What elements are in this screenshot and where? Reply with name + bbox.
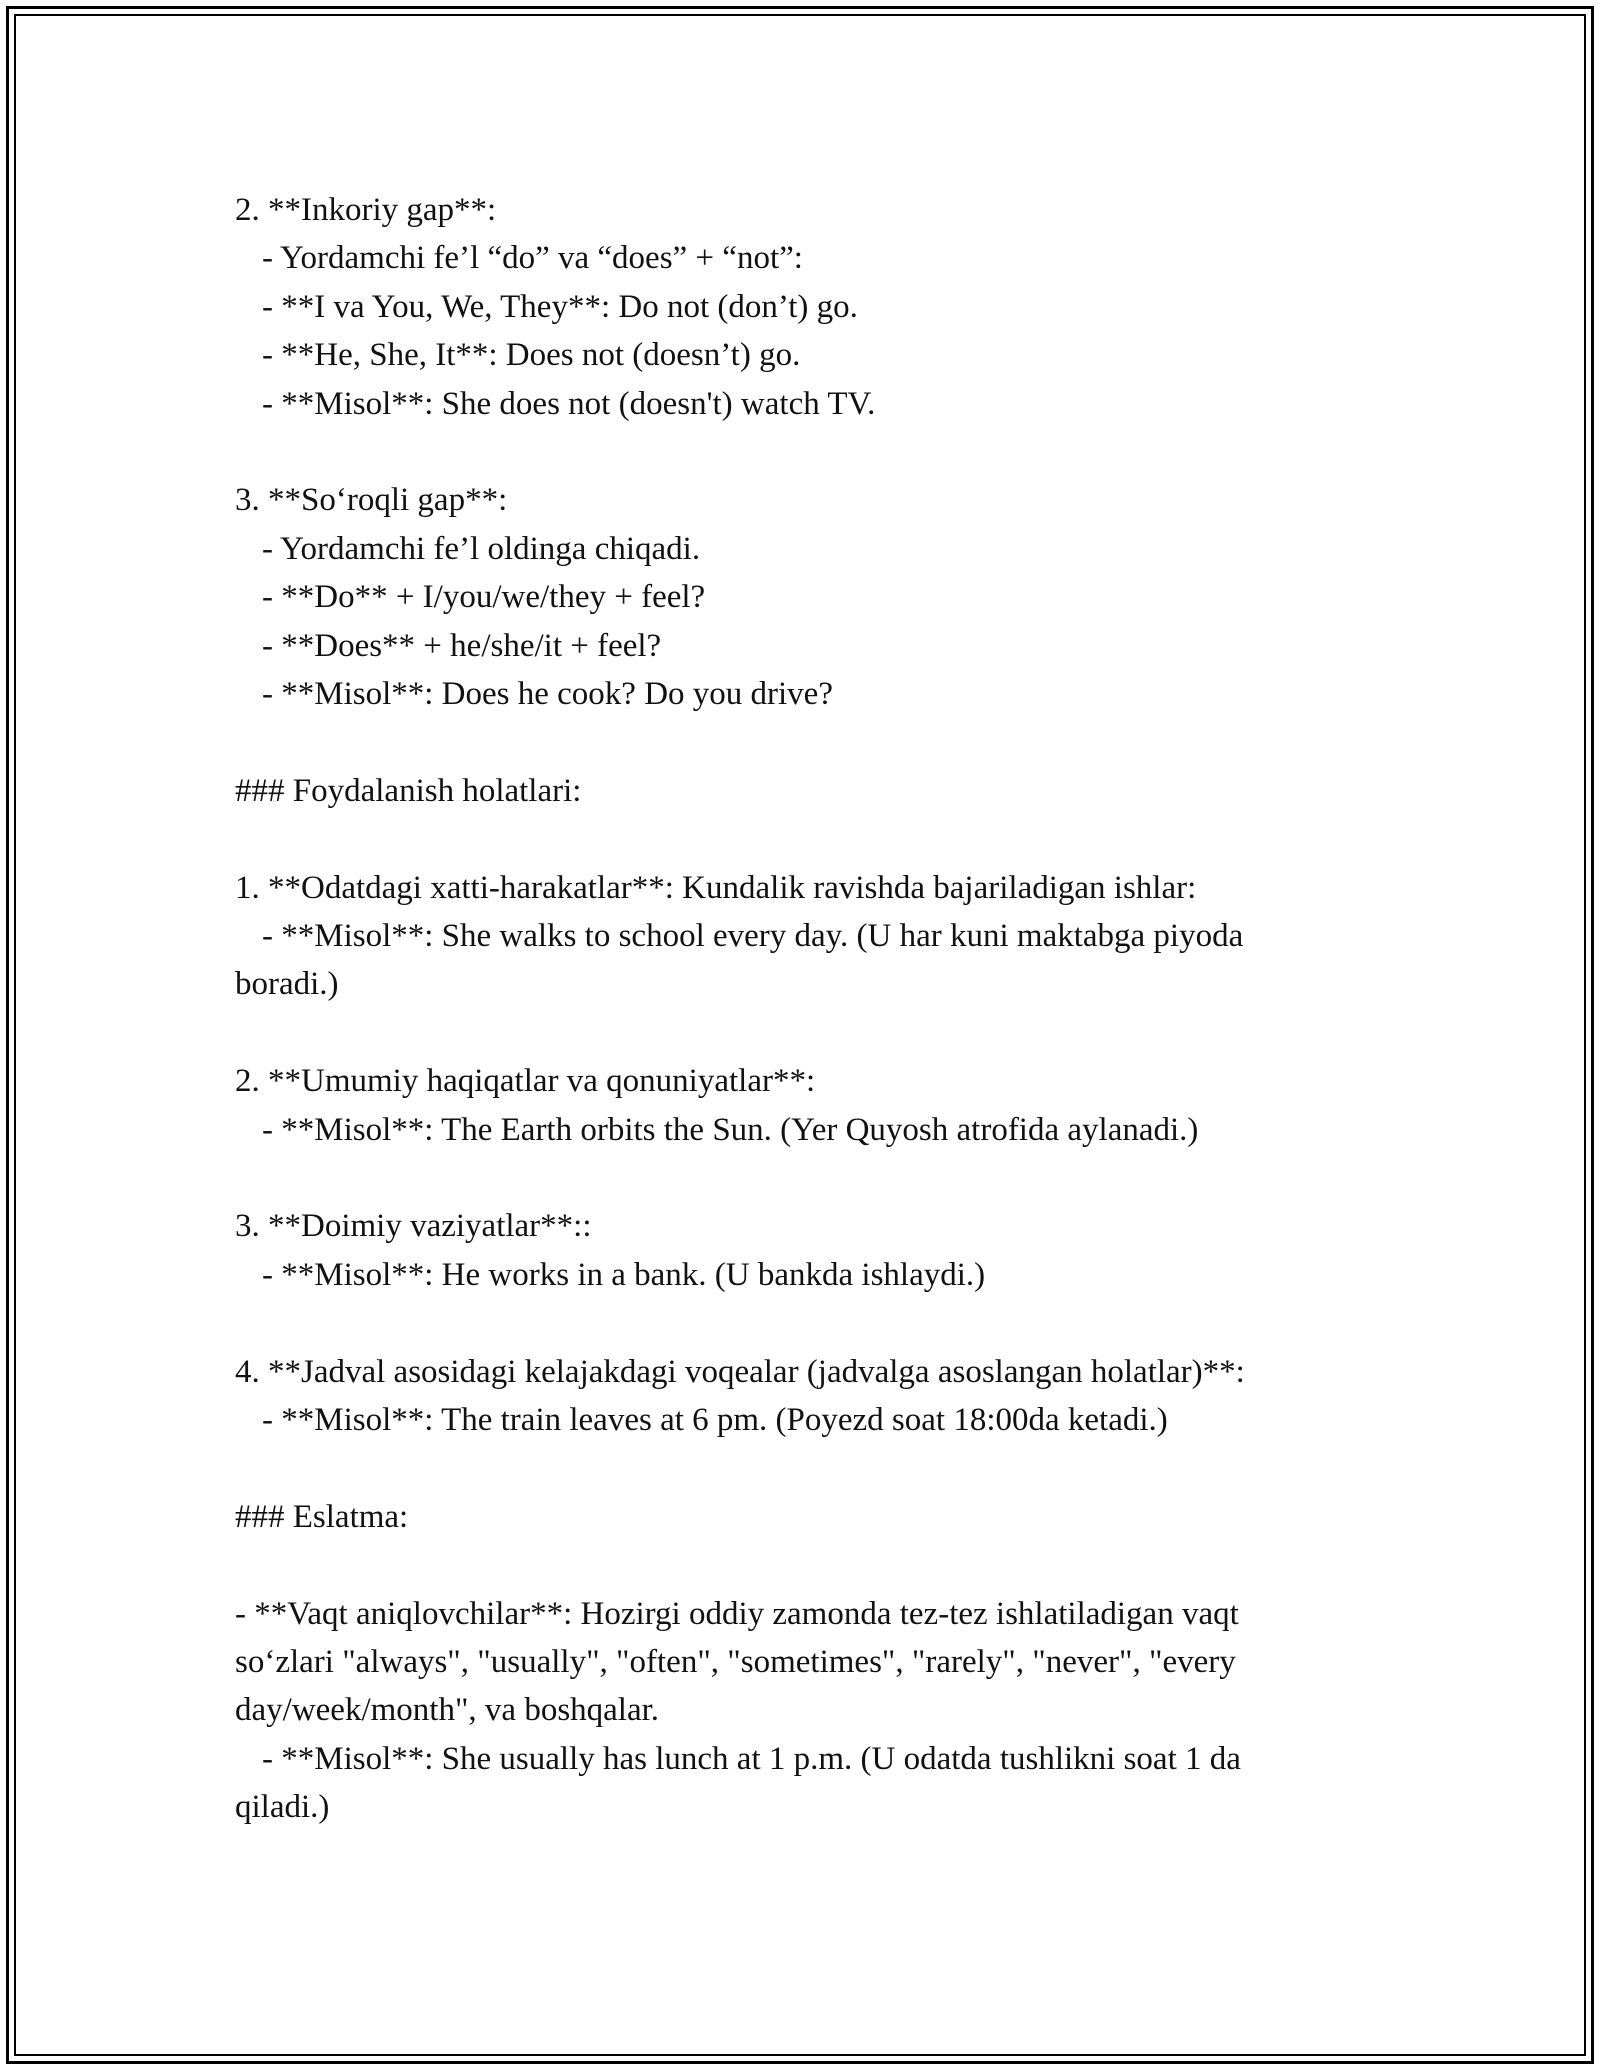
blank-line — [235, 1444, 1365, 1492]
usage-case-example: - **Misol**: He works in a bank. (U bankda ishlaydi.) — [262, 1256, 986, 1293]
list-item: - **Do** + I/you/we/they + feel? — [262, 579, 706, 616]
usage-case-example-continuation: boradi.) — [235, 966, 339, 1003]
blank-line — [235, 1541, 1365, 1589]
section-heading-note: ### Eslatma: — [235, 1498, 409, 1535]
usage-case-example: - **Misol**: She walks to school every day. (U har kuni maktabga piyoda — [262, 918, 1244, 955]
usage-case-title: 2. **Umumiy haqiqatlar va qonuniyatlar**: — [235, 1063, 816, 1100]
blank-line — [235, 718, 1365, 766]
blank-line — [235, 1299, 1365, 1347]
note-text-line: - **Vaqt aniqlovchilar**: Hozirgi oddiy zamonda tez-tez ishlatiladigan vaqt — [235, 1595, 1239, 1632]
section-heading-negative: 2. **Inkoriy gap**: — [235, 192, 497, 228]
list-item: - **I va You, We, They**: Do not (don’t) go. — [262, 288, 858, 325]
list-item: - **He, She, It**: Does not (doesn’t) go. — [262, 337, 801, 374]
usage-case-title: 4. **Jadval asosidagi kelajakdagi voqealar (jadvalga asoslangan holatlar)**: — [235, 1353, 1245, 1390]
list-item: - **Does** + he/she/it + feel? — [262, 627, 662, 664]
blank-line — [235, 428, 1365, 476]
list-item: - **Misol**: Does he cook? Do you drive? — [262, 676, 833, 713]
document-body — [235, 186, 1365, 1832]
blank-line — [235, 1154, 1365, 1202]
section-heading-question: 3. **So‘roqli gap**: — [235, 482, 508, 519]
usage-case-title: 1. **Odatdagi xatti-harakatlar**: Kundalik ravishda bajariladigan ishlar: — [235, 869, 1197, 906]
note-text-line: day/week/month", va boshqalar. — [235, 1692, 660, 1729]
list-item: - Yordamchi fe’l oldinga chiqadi. — [262, 530, 701, 567]
usage-case-example: - **Misol**: The train leaves at 6 pm. (Poyezd soat 18:00da ketadi.) — [262, 1402, 1168, 1439]
usage-case-title: 3. **Doimiy vaziyatlar**:: — [235, 1208, 592, 1245]
list-item: - **Misol**: She does not (doesn't) watch TV. — [262, 385, 876, 422]
note-text-line: so‘zlari "always", "usually", "often", "sometimes", "rarely", "never", "every — [235, 1644, 1236, 1681]
usage-case-example: - **Misol**: The Earth orbits the Sun. (Yer Quyosh atrofida aylanadi.) — [262, 1111, 1199, 1148]
list-item: - Yordamchi fe’l “do” va “does” + “not”: — [262, 240, 803, 277]
blank-line — [235, 815, 1365, 863]
note-example-continuation: qiladi.) — [235, 1789, 330, 1826]
blank-line — [235, 1009, 1365, 1057]
note-example: - **Misol**: She usually has lunch at 1 p.m. (U odatda tushlikni soat 1 da — [262, 1740, 1241, 1777]
section-heading-usage: ### Foydalanish holatlari: — [235, 772, 582, 809]
